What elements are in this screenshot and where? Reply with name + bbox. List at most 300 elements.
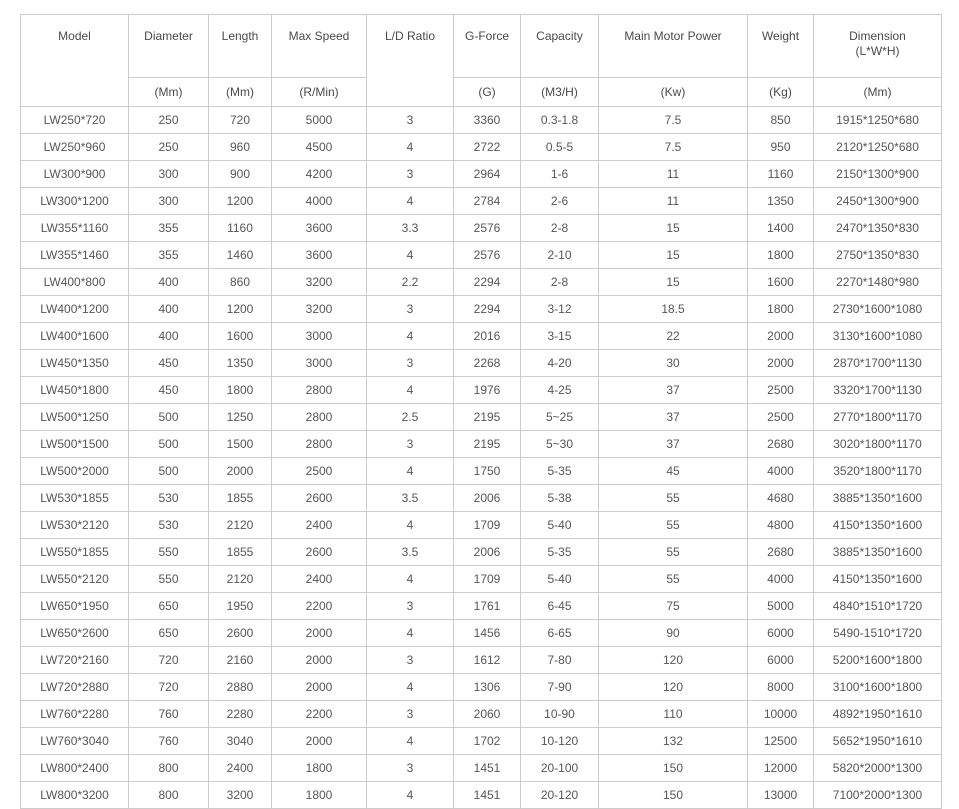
col-header-capacity: Capacity [521, 15, 599, 78]
table-cell: 2294 [454, 269, 521, 296]
table-cell: 250 [129, 107, 209, 134]
table-cell: LW250*720 [21, 107, 129, 134]
table-cell: 800 [129, 782, 209, 809]
table-cell: 500 [129, 404, 209, 431]
table-cell: 3100*1600*1800 [814, 674, 942, 701]
table-cell: 150 [599, 782, 748, 809]
table-row [21, 350, 942, 377]
table-row [21, 296, 942, 323]
table-cell: 2680 [748, 431, 814, 458]
table-cell: 4892*1950*1610 [814, 701, 942, 728]
table-cell: 4 [367, 782, 454, 809]
table-cell: 75 [599, 593, 748, 620]
col-header-weight: Weight [748, 15, 814, 78]
table-cell: LW450*1800 [21, 377, 129, 404]
col-header-diameter: Diameter [129, 15, 209, 78]
table-cell: 10-90 [521, 701, 599, 728]
table-cell: 1350 [209, 350, 272, 377]
table-cell: 960 [209, 134, 272, 161]
table-cell: LW250*960 [21, 134, 129, 161]
unit-weight: (Kg) [748, 78, 814, 107]
table-cell: 6000 [748, 620, 814, 647]
table-cell: 1800 [748, 242, 814, 269]
table-cell: 4-20 [521, 350, 599, 377]
table-cell: LW550*1855 [21, 539, 129, 566]
table-cell: 1800 [272, 782, 367, 809]
table-cell: 13000 [748, 782, 814, 809]
table-cell: 4 [367, 134, 454, 161]
table-cell: 400 [129, 269, 209, 296]
table-row [21, 323, 942, 350]
unit-max-speed: (R/Min) [272, 78, 367, 107]
table-cell: 900 [209, 161, 272, 188]
table-cell: 500 [129, 458, 209, 485]
table-cell: LW400*1600 [21, 323, 129, 350]
table-cell: 720 [129, 674, 209, 701]
table-cell: 15 [599, 242, 748, 269]
table-cell: 2000 [748, 350, 814, 377]
table-cell: 355 [129, 242, 209, 269]
table-cell: 2600 [272, 485, 367, 512]
table-cell: 11 [599, 161, 748, 188]
table-cell: 5200*1600*1800 [814, 647, 942, 674]
table-cell: 450 [129, 350, 209, 377]
table-cell: 10000 [748, 701, 814, 728]
table-cell: 800 [129, 755, 209, 782]
table-cell: 7100*2000*1300 [814, 782, 942, 809]
table-cell: 6-65 [521, 620, 599, 647]
unit-diameter: (Mm) [129, 78, 209, 107]
table-cell: 2160 [209, 647, 272, 674]
table-cell: 2200 [272, 701, 367, 728]
table-cell: 1350 [748, 188, 814, 215]
table-cell: 2576 [454, 215, 521, 242]
table-cell: LW760*2280 [21, 701, 129, 728]
table-cell: 110 [599, 701, 748, 728]
table-cell: 2006 [454, 539, 521, 566]
table-cell: 2294 [454, 296, 521, 323]
table-cell: 1600 [748, 269, 814, 296]
table-cell: 2600 [209, 620, 272, 647]
table-cell: 2450*1300*900 [814, 188, 942, 215]
table-row [21, 404, 942, 431]
col-header-dimension [814, 15, 942, 78]
table-cell: 2-6 [521, 188, 599, 215]
table-cell: 3520*1800*1170 [814, 458, 942, 485]
table-cell: 5652*1950*1610 [814, 728, 942, 755]
table-cell: 860 [209, 269, 272, 296]
table-cell: 3320*1700*1130 [814, 377, 942, 404]
table-cell: 355 [129, 215, 209, 242]
table-cell: 2280 [209, 701, 272, 728]
table-cell: 3 [367, 647, 454, 674]
table-cell: 2730*1600*1080 [814, 296, 942, 323]
table-cell: 5-40 [521, 512, 599, 539]
table-cell: 2400 [209, 755, 272, 782]
table-cell: 2000 [272, 674, 367, 701]
table-cell: 3 [367, 107, 454, 134]
table-cell: LW550*2120 [21, 566, 129, 593]
col-header-ld-ratio: L/D Ratio [367, 15, 454, 107]
table-cell: 2016 [454, 323, 521, 350]
table-cell: 3.3 [367, 215, 454, 242]
table-cell: LW300*1200 [21, 188, 129, 215]
table-cell: 5-38 [521, 485, 599, 512]
table-cell: 7.5 [599, 107, 748, 134]
table-cell: 20-120 [521, 782, 599, 809]
table-cell: 1800 [272, 755, 367, 782]
table-cell: 2470*1350*830 [814, 215, 942, 242]
table-cell: 720 [209, 107, 272, 134]
table-cell: 3.5 [367, 539, 454, 566]
table-cell: 7.5 [599, 134, 748, 161]
table-cell: 1250 [209, 404, 272, 431]
table-cell: 5000 [272, 107, 367, 134]
col-header-g-force: G-Force [454, 15, 521, 78]
table-cell: LW720*2160 [21, 647, 129, 674]
table-cell: 3 [367, 593, 454, 620]
table-cell: 3040 [209, 728, 272, 755]
table-cell: 4800 [748, 512, 814, 539]
table-cell: 5-35 [521, 458, 599, 485]
table-cell: 2270*1480*980 [814, 269, 942, 296]
table-cell: 1-6 [521, 161, 599, 188]
col-header-main-motor-power: Main Motor Power [599, 15, 748, 78]
table-cell: 720 [129, 647, 209, 674]
unit-capacity: (M3/H) [521, 78, 599, 107]
table-cell: 2680 [748, 539, 814, 566]
table-cell: 1950 [209, 593, 272, 620]
table-cell: 500 [129, 431, 209, 458]
table-cell: 2-8 [521, 215, 599, 242]
table-row [21, 215, 942, 242]
table-cell: 3 [367, 755, 454, 782]
table-cell: 1200 [209, 188, 272, 215]
table-row [21, 458, 942, 485]
table-cell: 760 [129, 701, 209, 728]
table-cell: 120 [599, 647, 748, 674]
table-cell: 4200 [272, 161, 367, 188]
table-cell: 2.5 [367, 404, 454, 431]
table-cell: 1456 [454, 620, 521, 647]
table-cell: 132 [599, 728, 748, 755]
table-cell: 6000 [748, 647, 814, 674]
table-cell: 1400 [748, 215, 814, 242]
table-cell: 150 [599, 755, 748, 782]
table-row [21, 647, 942, 674]
table-cell: LW760*3040 [21, 728, 129, 755]
table-cell: 2500 [748, 404, 814, 431]
table-cell: 4000 [272, 188, 367, 215]
table-cell: 45 [599, 458, 748, 485]
table-cell: LW800*3200 [21, 782, 129, 809]
table-cell: 3 [367, 296, 454, 323]
table-cell: 1855 [209, 539, 272, 566]
table-cell: 3600 [272, 242, 367, 269]
table-cell: 0.3-1.8 [521, 107, 599, 134]
table-cell: 5~30 [521, 431, 599, 458]
table-cell: 5-35 [521, 539, 599, 566]
table-cell: 12000 [748, 755, 814, 782]
table-cell: 950 [748, 134, 814, 161]
table-cell: 2964 [454, 161, 521, 188]
table-cell: 3000 [272, 350, 367, 377]
table-row [21, 728, 942, 755]
table-cell: 37 [599, 431, 748, 458]
table-cell: 760 [129, 728, 209, 755]
table-row [21, 539, 942, 566]
table-cell: 3130*1600*1080 [814, 323, 942, 350]
table-cell: 1855 [209, 485, 272, 512]
table-row [21, 161, 942, 188]
table-cell: 650 [129, 620, 209, 647]
table-cell: 4 [367, 512, 454, 539]
col-header-max-speed: Max Speed [272, 15, 367, 78]
table-cell: 3200 [209, 782, 272, 809]
header-row-names [21, 15, 942, 78]
table-cell: 55 [599, 539, 748, 566]
table-cell: 15 [599, 269, 748, 296]
table-cell: LW800*2400 [21, 755, 129, 782]
table-cell: 2500 [748, 377, 814, 404]
table-cell: 2120 [209, 512, 272, 539]
table-cell: LW530*2120 [21, 512, 129, 539]
table-body [21, 107, 942, 809]
table-cell: 4150*1350*1600 [814, 512, 942, 539]
table-row [21, 134, 942, 161]
table-cell: 6-45 [521, 593, 599, 620]
table-cell: 530 [129, 485, 209, 512]
table-cell: LW355*1160 [21, 215, 129, 242]
table-cell: 2770*1800*1170 [814, 404, 942, 431]
table-cell: 1612 [454, 647, 521, 674]
col-header-model: Model [21, 15, 129, 107]
table-cell: 2200 [272, 593, 367, 620]
table-cell: 1306 [454, 674, 521, 701]
table-cell: 4 [367, 674, 454, 701]
table-row [21, 431, 942, 458]
table-cell: 3 [367, 701, 454, 728]
table-cell: 300 [129, 188, 209, 215]
table-cell: 3000 [272, 323, 367, 350]
table-row [21, 242, 942, 269]
table-cell: 2722 [454, 134, 521, 161]
dimension-label-line2: (L*W*H) [855, 44, 900, 58]
table-cell: LW500*2000 [21, 458, 129, 485]
table-row [21, 107, 942, 134]
table-row [21, 674, 942, 701]
table-row [21, 593, 942, 620]
table-cell: 11 [599, 188, 748, 215]
table-cell: 37 [599, 377, 748, 404]
table-cell: 4 [367, 620, 454, 647]
table-cell: 2000 [748, 323, 814, 350]
table-cell: 3-15 [521, 323, 599, 350]
table-cell: 1451 [454, 782, 521, 809]
unit-main-motor-power: (Kw) [599, 78, 748, 107]
table-cell: 2195 [454, 404, 521, 431]
table-cell: 0.5-5 [521, 134, 599, 161]
table-cell: LW355*1460 [21, 242, 129, 269]
table-cell: 2750*1350*830 [814, 242, 942, 269]
table-row [21, 269, 942, 296]
table-cell: 1160 [209, 215, 272, 242]
table-cell: 2784 [454, 188, 521, 215]
table-cell: 1915*1250*680 [814, 107, 942, 134]
table-cell: 2600 [272, 539, 367, 566]
table-cell: 22 [599, 323, 748, 350]
table-cell: 90 [599, 620, 748, 647]
table-row [21, 701, 942, 728]
table-cell: 55 [599, 566, 748, 593]
table-cell: 2006 [454, 485, 521, 512]
table-cell: 450 [129, 377, 209, 404]
table-cell: 2880 [209, 674, 272, 701]
table-cell: 4 [367, 377, 454, 404]
dimension-label-line1: Dimension [849, 29, 906, 43]
table-cell: LW500*1500 [21, 431, 129, 458]
table-cell: LW400*800 [21, 269, 129, 296]
table-cell: 30 [599, 350, 748, 377]
table-cell: 250 [129, 134, 209, 161]
table-cell: 2400 [272, 566, 367, 593]
table-cell: 2000 [272, 647, 367, 674]
table-cell: 1800 [748, 296, 814, 323]
table-cell: 2000 [272, 728, 367, 755]
table-cell: 2.2 [367, 269, 454, 296]
table-cell: 850 [748, 107, 814, 134]
table-cell: LW500*1250 [21, 404, 129, 431]
table-cell: 550 [129, 566, 209, 593]
table-cell: 1750 [454, 458, 521, 485]
table-cell: 4 [367, 323, 454, 350]
table-cell: 2500 [272, 458, 367, 485]
table-cell: 5~25 [521, 404, 599, 431]
spec-table [20, 14, 942, 809]
table-row [21, 755, 942, 782]
table-cell: 1160 [748, 161, 814, 188]
table-row [21, 566, 942, 593]
table-cell: 37 [599, 404, 748, 431]
table-cell: 15 [599, 215, 748, 242]
table-cell: LW400*1200 [21, 296, 129, 323]
table-cell: 3020*1800*1170 [814, 431, 942, 458]
unit-length: (Mm) [209, 78, 272, 107]
table-cell: 55 [599, 512, 748, 539]
table-cell: 2060 [454, 701, 521, 728]
header-row-units [21, 78, 942, 107]
table-cell: 3 [367, 431, 454, 458]
table-cell: 3200 [272, 296, 367, 323]
table-cell: LW650*1950 [21, 593, 129, 620]
table-cell: 4000 [748, 458, 814, 485]
table-cell: 3 [367, 161, 454, 188]
table-cell: 8000 [748, 674, 814, 701]
table-cell: 3360 [454, 107, 521, 134]
table-cell: 2576 [454, 242, 521, 269]
table-cell: 4-25 [521, 377, 599, 404]
table-cell: LW530*1855 [21, 485, 129, 512]
table-cell: 400 [129, 323, 209, 350]
table-cell: LW450*1350 [21, 350, 129, 377]
table-row [21, 782, 942, 809]
table-cell: 2000 [209, 458, 272, 485]
table-cell: 4000 [748, 566, 814, 593]
table-cell: 5490-1510*1720 [814, 620, 942, 647]
unit-dimension: (Mm) [814, 78, 942, 107]
table-cell: 1600 [209, 323, 272, 350]
table-header [21, 15, 942, 107]
table-cell: 3200 [272, 269, 367, 296]
table-cell: 400 [129, 296, 209, 323]
table-cell: 7-90 [521, 674, 599, 701]
table-cell: 4 [367, 566, 454, 593]
table-cell: 3 [367, 350, 454, 377]
table-cell: 5000 [748, 593, 814, 620]
table-cell: 7-80 [521, 647, 599, 674]
table-cell: 1709 [454, 566, 521, 593]
table-cell: 3-12 [521, 296, 599, 323]
table-cell: 2800 [272, 431, 367, 458]
table-cell: 300 [129, 161, 209, 188]
table-cell: 4 [367, 188, 454, 215]
table-cell: 5-40 [521, 566, 599, 593]
table-cell: 4 [367, 728, 454, 755]
table-cell: 2150*1300*900 [814, 161, 942, 188]
table-cell: 2400 [272, 512, 367, 539]
table-cell: 120 [599, 674, 748, 701]
table-cell: 530 [129, 512, 209, 539]
table-cell: 20-100 [521, 755, 599, 782]
table-row [21, 377, 942, 404]
table-cell: 2120*1250*680 [814, 134, 942, 161]
table-cell: 4 [367, 242, 454, 269]
table-cell: 12500 [748, 728, 814, 755]
table-cell: 2-10 [521, 242, 599, 269]
table-cell: 2-8 [521, 269, 599, 296]
table-cell: LW720*2880 [21, 674, 129, 701]
table-cell: 2000 [272, 620, 367, 647]
table-row [21, 485, 942, 512]
table-cell: 3600 [272, 215, 367, 242]
table-cell: 4150*1350*1600 [814, 566, 942, 593]
table-cell: 3.5 [367, 485, 454, 512]
table-cell: LW650*2600 [21, 620, 129, 647]
table-cell: 1451 [454, 755, 521, 782]
table-cell: 1709 [454, 512, 521, 539]
unit-g-force: (G) [454, 78, 521, 107]
table-cell: 4840*1510*1720 [814, 593, 942, 620]
col-header-length: Length [209, 15, 272, 78]
table-cell: 1460 [209, 242, 272, 269]
table-cell: 2870*1700*1130 [814, 350, 942, 377]
table-cell: 550 [129, 539, 209, 566]
table-cell: 4500 [272, 134, 367, 161]
table-cell: LW300*900 [21, 161, 129, 188]
table-cell: 4680 [748, 485, 814, 512]
table-cell: 3885*1350*1600 [814, 485, 942, 512]
table-cell: 1702 [454, 728, 521, 755]
table-cell: 4 [367, 458, 454, 485]
table-cell: 10-120 [521, 728, 599, 755]
table-cell: 2800 [272, 404, 367, 431]
table-cell: 1200 [209, 296, 272, 323]
table-cell: 2120 [209, 566, 272, 593]
table-cell: 1500 [209, 431, 272, 458]
table-cell: 650 [129, 593, 209, 620]
table-cell: 5820*2000*1300 [814, 755, 942, 782]
table-row [21, 512, 942, 539]
